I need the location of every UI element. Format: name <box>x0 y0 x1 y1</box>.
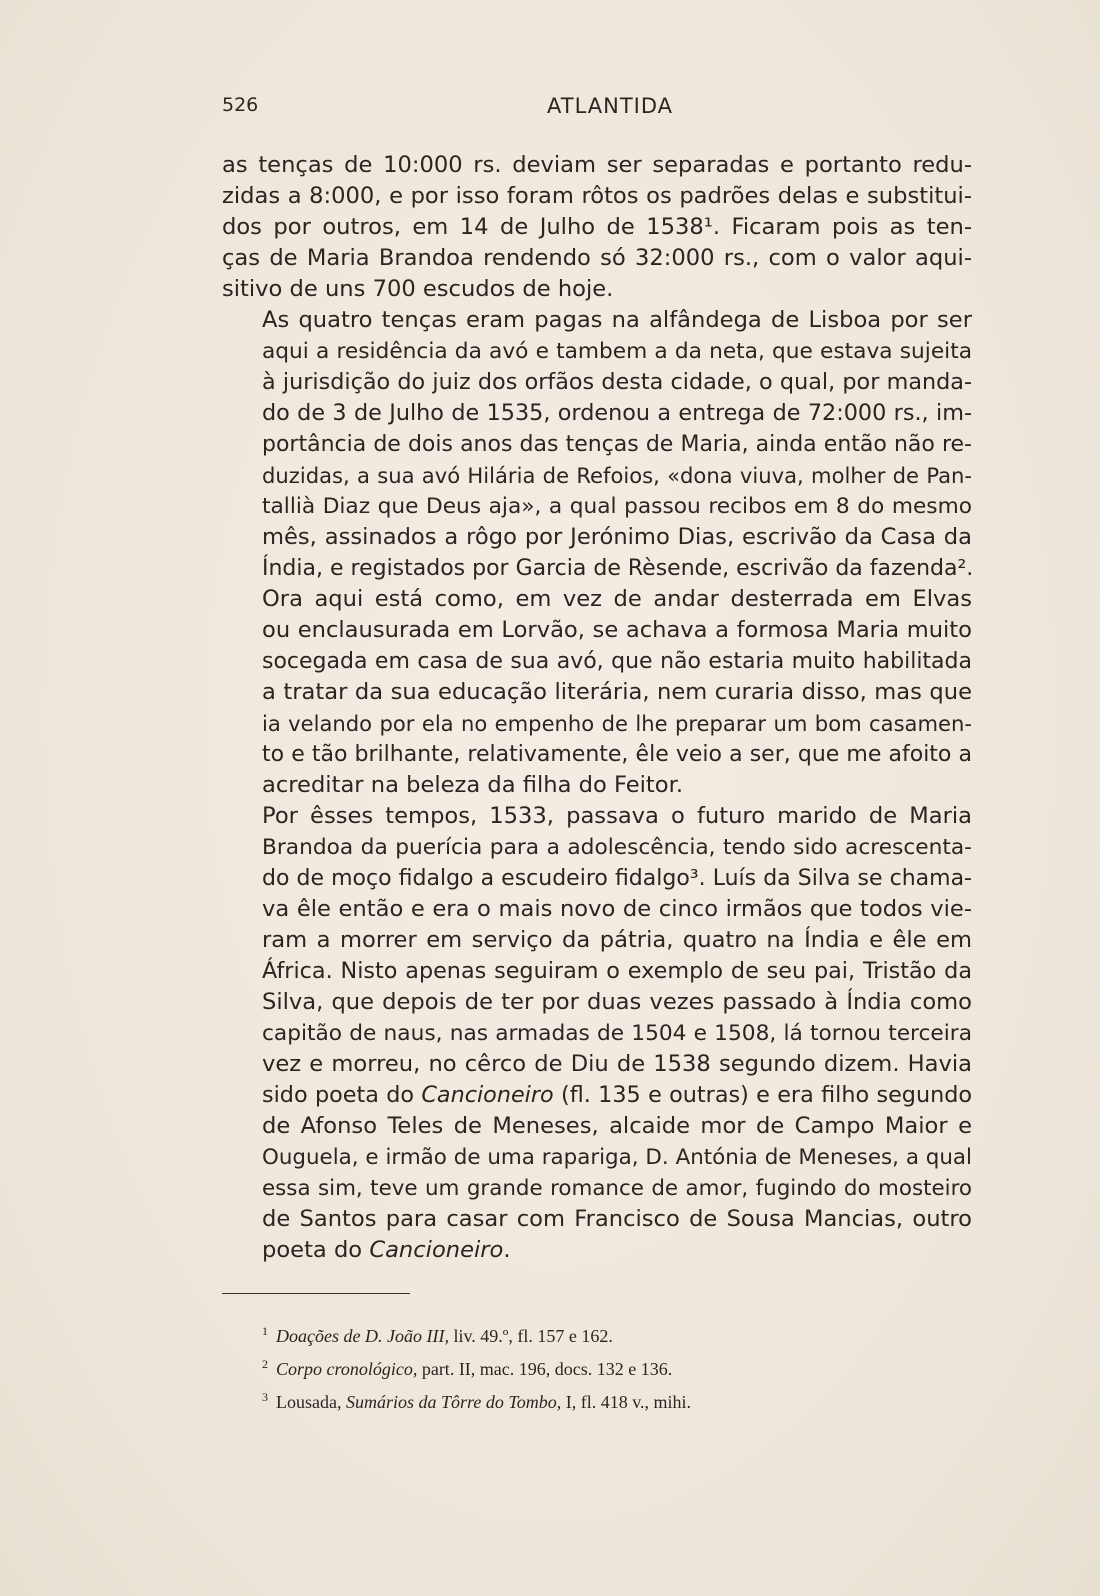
text-line: socegada em casa de sua avó, que não estaria muito habilitada <box>262 649 972 674</box>
text-line: à jurisdição do juiz dos orfãos desta cidade, o qual, por manda- <box>262 369 972 395</box>
text-line: duzidas, a sua avó Hilária de Refoios, «dona viuva, molher de Pan- <box>262 463 972 488</box>
footnote-marker: 2 <box>262 1357 268 1371</box>
text-line: de Afonso Teles de Meneses, alcaide mor de Campo Maior e <box>262 1113 972 1139</box>
text-line: ou enclausurada em Lorvão, se achava a formosa Maria muito <box>262 617 972 643</box>
text-line: portância de dois anos das tenças de Maria, ainda então não re- <box>262 432 972 457</box>
text-line: do de moço fidalgo a escudeiro fidalgo³. Luís da Silva se chama- <box>262 866 972 891</box>
footnote-3 <box>262 1383 962 1416</box>
body-text <box>222 150 972 1266</box>
book-title: Cancioneiro <box>369 1237 504 1263</box>
text-line: aqui a residência da avó e tambem a da neta, que estava sujeita <box>262 339 972 364</box>
text-line: Por êsses tempos, 1533, passava o futuro marido de Maria <box>262 803 972 829</box>
page-header <box>222 94 972 128</box>
text-line: Índia, e registados por Garcia de Rèsende, escrivão da fazenda². <box>262 556 974 581</box>
text-line: As quatro tenças eram pagas na alfândega de Lisboa por ser <box>262 307 972 333</box>
footnote-1 <box>262 1317 962 1350</box>
running-title: ATLANTIDA <box>547 94 674 118</box>
text-line: to e tão brilhante, relativamente, êle veio a ser, que me afoito a <box>262 742 972 767</box>
text-line: do de 3 de Julho de 1535, ordenou a entrega de 72:000 rs., im- <box>262 400 972 426</box>
text-line: capitão de naus, nas armadas de 1504 e 1508, lá tornou terceira <box>262 1021 972 1046</box>
footnote-text: Lousada, <box>276 1392 346 1412</box>
text-line: Silva, que depois de ter por duas vezes passado à Índia como <box>262 989 972 1015</box>
text-line: dos por outros, em 14 de Julho de 1538¹. Ficaram pois as ten- <box>222 214 972 240</box>
text-line: Brandoa da puerícia para a adolescência, tendo sido acrescenta- <box>262 835 972 860</box>
page-number: 526 <box>222 94 259 116</box>
paragraph-4 <box>222 801 972 1266</box>
footnote-rule <box>222 1293 410 1294</box>
text-line: zidas a 8:000, e por isso foram rôtos os padrões delas e substitui- <box>222 183 972 209</box>
text-line: África. Nisto apenas seguiram o exemplo de seu pai, Tristão da <box>262 958 972 984</box>
text-line: essa sim, teve um grande romance de amor, fugindo do mosteiro <box>262 1176 972 1201</box>
paragraph-1 <box>222 150 972 305</box>
text-line: ia velando por ela no empenho de lhe preparar um bom casamen- <box>262 711 972 736</box>
footnote-text: part. II, mac. 196, docs. 132 e 136. <box>417 1359 673 1379</box>
footnote-title: Sumários da Tôrre do Tombo, <box>345 1392 562 1412</box>
paragraph-2 <box>222 305 972 584</box>
text-line: de Santos para casar com Francisco de Sousa Mancias, outro <box>262 1206 972 1232</box>
text-line: a tratar da sua educação literária, nem curaria disso, mas que <box>262 679 972 705</box>
book-title: Cancioneiro <box>421 1082 554 1108</box>
text-line: ram a morrer em serviço da pátria, quatro na Índia e êle em <box>262 927 972 953</box>
text-line: acreditar na beleza da filha do Feitor. <box>262 772 683 798</box>
text-line: tallià Diaz que Deus aja», a qual passou recibos em 8 do mesmo <box>262 494 972 519</box>
footnotes <box>262 1317 962 1416</box>
text-line: sitivo de uns 700 escudos de hoje. <box>222 276 614 302</box>
text-line: vez e morreu, no cêrco de Diu de 1538 segundo dizem. Havia <box>262 1051 972 1077</box>
text-line: Ouguela, e irmão de uma rapariga, D. Antónia de Meneses, a qual <box>262 1145 972 1170</box>
text-line: as tenças de 10:000 rs. deviam ser separadas e portanto redu- <box>222 152 972 178</box>
text-line: poeta do Cancioneiro. <box>262 1237 511 1263</box>
footnote-title: Doações de D. João III, <box>276 1326 449 1346</box>
footnote-title: Corpo cronológico, <box>276 1359 418 1379</box>
text-line: va êle então e era o mais novo de cinco irmãos que todos vie- <box>262 896 972 922</box>
footnote-marker: 3 <box>262 1390 268 1404</box>
paragraph-3 <box>222 584 972 801</box>
text-line: mês, assinados a rôgo por Jerónimo Dias, escrivão da Casa da <box>262 524 972 550</box>
text-line: ças de Maria Brandoa rendendo só 32:000 rs., com o valor aqui- <box>222 245 972 271</box>
footnote-2 <box>262 1350 962 1383</box>
footnote-text: I, fl. 418 v., mihi. <box>561 1392 692 1412</box>
footnote-text: liv. 49.º, fl. 157 e 162. <box>448 1326 613 1346</box>
footnote-marker: 1 <box>262 1324 268 1338</box>
text-line: sido poeta do Cancioneiro (fl. 135 e outras) e era filho segundo <box>262 1082 972 1108</box>
text-line: Ora aqui está como, em vez de andar desterrada em Elvas <box>262 586 972 612</box>
